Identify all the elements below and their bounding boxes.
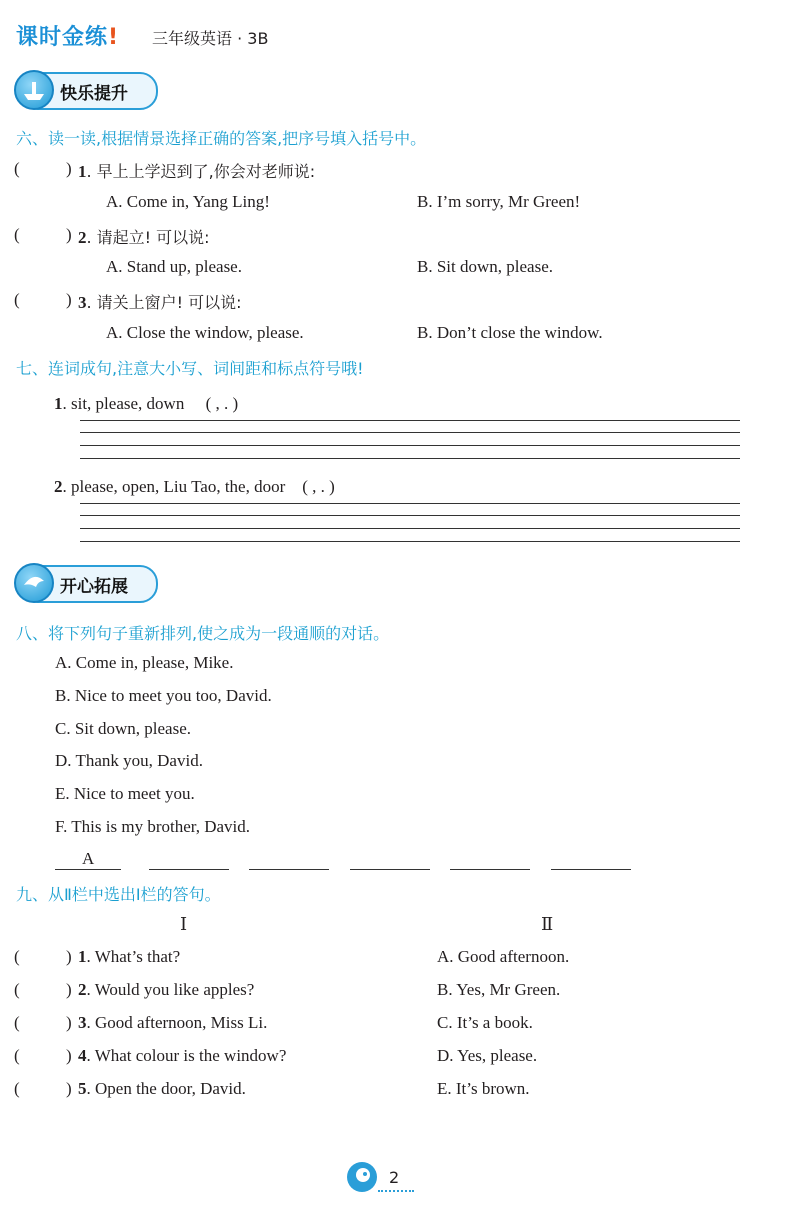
writing-line <box>80 432 740 433</box>
reply-option: C. It’s a book. <box>437 1013 533 1032</box>
question-7-heading: 七、连词成句,注意大小写、词间距和标点符号哦! <box>16 359 364 378</box>
answer-blank[interactable] <box>350 869 430 870</box>
question-6-heading: 六、读一读,根据情景选择正确的答案,把序号填入括号中。 <box>16 129 427 148</box>
question-9-heading: 九、从Ⅱ栏中选出Ⅰ栏的答句。 <box>16 885 221 904</box>
option-b: B. Sit down, please. <box>417 257 553 276</box>
page-number: 2 <box>389 1168 400 1187</box>
writing-line <box>80 541 740 542</box>
writing-line <box>80 515 740 516</box>
item-stem: . 请起立! 可以说: <box>86 228 210 247</box>
item-number: 2 <box>78 228 87 247</box>
option-a: A. Come in, Yang Ling! <box>106 192 270 211</box>
answer-paren-open: ( <box>14 159 20 178</box>
answer-paren[interactable]: ( <box>14 980 20 999</box>
dolphin-icon <box>14 563 54 603</box>
answer-paren-close: ) <box>66 225 72 244</box>
dialogue-sentence: A. Come in, please, Mike. <box>55 653 234 672</box>
answer-paren[interactable]: ( <box>14 1079 20 1098</box>
answer-blank[interactable] <box>249 869 329 870</box>
item-number: 3 <box>78 293 87 312</box>
reply-option: E. It’s brown. <box>437 1079 530 1098</box>
reply-option: D. Yes, please. <box>437 1046 538 1065</box>
answer-paren-open: ( <box>14 225 20 244</box>
boat-icon <box>14 70 54 110</box>
dialogue-sentence: F. This is my brother, David. <box>55 817 251 836</box>
answer-paren[interactable]: ( <box>14 1013 20 1032</box>
dialogue-sentence: E. Nice to meet you. <box>55 784 195 803</box>
answer-blank[interactable] <box>55 869 121 870</box>
book-title: 三年级英语 · 3B <box>152 29 269 48</box>
answer-blank[interactable] <box>149 869 229 870</box>
column-header-2: Ⅱ <box>541 914 554 934</box>
writing-line <box>80 503 740 504</box>
question-8-heading: 八、将下列句子重新排列,使之成为一段通顺的对话。 <box>16 624 390 643</box>
answer-paren-close: ) <box>66 159 72 178</box>
reply-option: A. Good afternoon. <box>437 947 570 966</box>
brand-title: 课时金练! <box>16 25 120 50</box>
answer-blank[interactable] <box>450 869 530 870</box>
answer-paren-open: ( <box>14 290 20 309</box>
section-title: 开心拓展 <box>60 577 128 597</box>
answer-blank[interactable] <box>551 869 631 870</box>
writing-line <box>80 445 740 446</box>
dialogue-sentence: C. Sit down, please. <box>55 719 191 738</box>
item-number: 1 <box>78 162 87 181</box>
dialogue-sentence: B. Nice to meet you too, David. <box>55 686 272 705</box>
writing-line <box>80 458 740 459</box>
writing-line <box>80 528 740 529</box>
mascot-icon <box>347 1162 377 1192</box>
dialogue-sentence: D. Thank you, David. <box>55 751 203 770</box>
section-title: 快乐提升 <box>60 84 128 104</box>
question-7-item-2: 2. please, open, Liu Tao, the, door ( , . ) <box>54 477 335 496</box>
answer-filled-a: A <box>82 849 95 868</box>
option-b: B. Don’t close the window. <box>417 323 603 342</box>
column-header-1: Ⅰ <box>180 914 188 934</box>
option-a: A. Close the window, please. <box>106 323 304 342</box>
writing-line <box>80 420 740 421</box>
item-stem: . 请关上窗户! 可以说: <box>86 293 242 312</box>
option-b: B. I’m sorry, Mr Green! <box>417 192 581 211</box>
option-a: A. Stand up, please. <box>106 257 242 276</box>
reply-option: B. Yes, Mr Green. <box>437 980 561 999</box>
answer-paren[interactable]: ( <box>14 1046 20 1065</box>
page-underline <box>378 1190 414 1192</box>
answer-paren[interactable]: ( <box>14 947 20 966</box>
item-stem: . 早上上学迟到了,你会对老师说: <box>86 162 316 181</box>
question-7-item-1: 1. sit, please, down ( , . ) <box>54 394 239 413</box>
answer-paren-close: ) <box>66 290 72 309</box>
